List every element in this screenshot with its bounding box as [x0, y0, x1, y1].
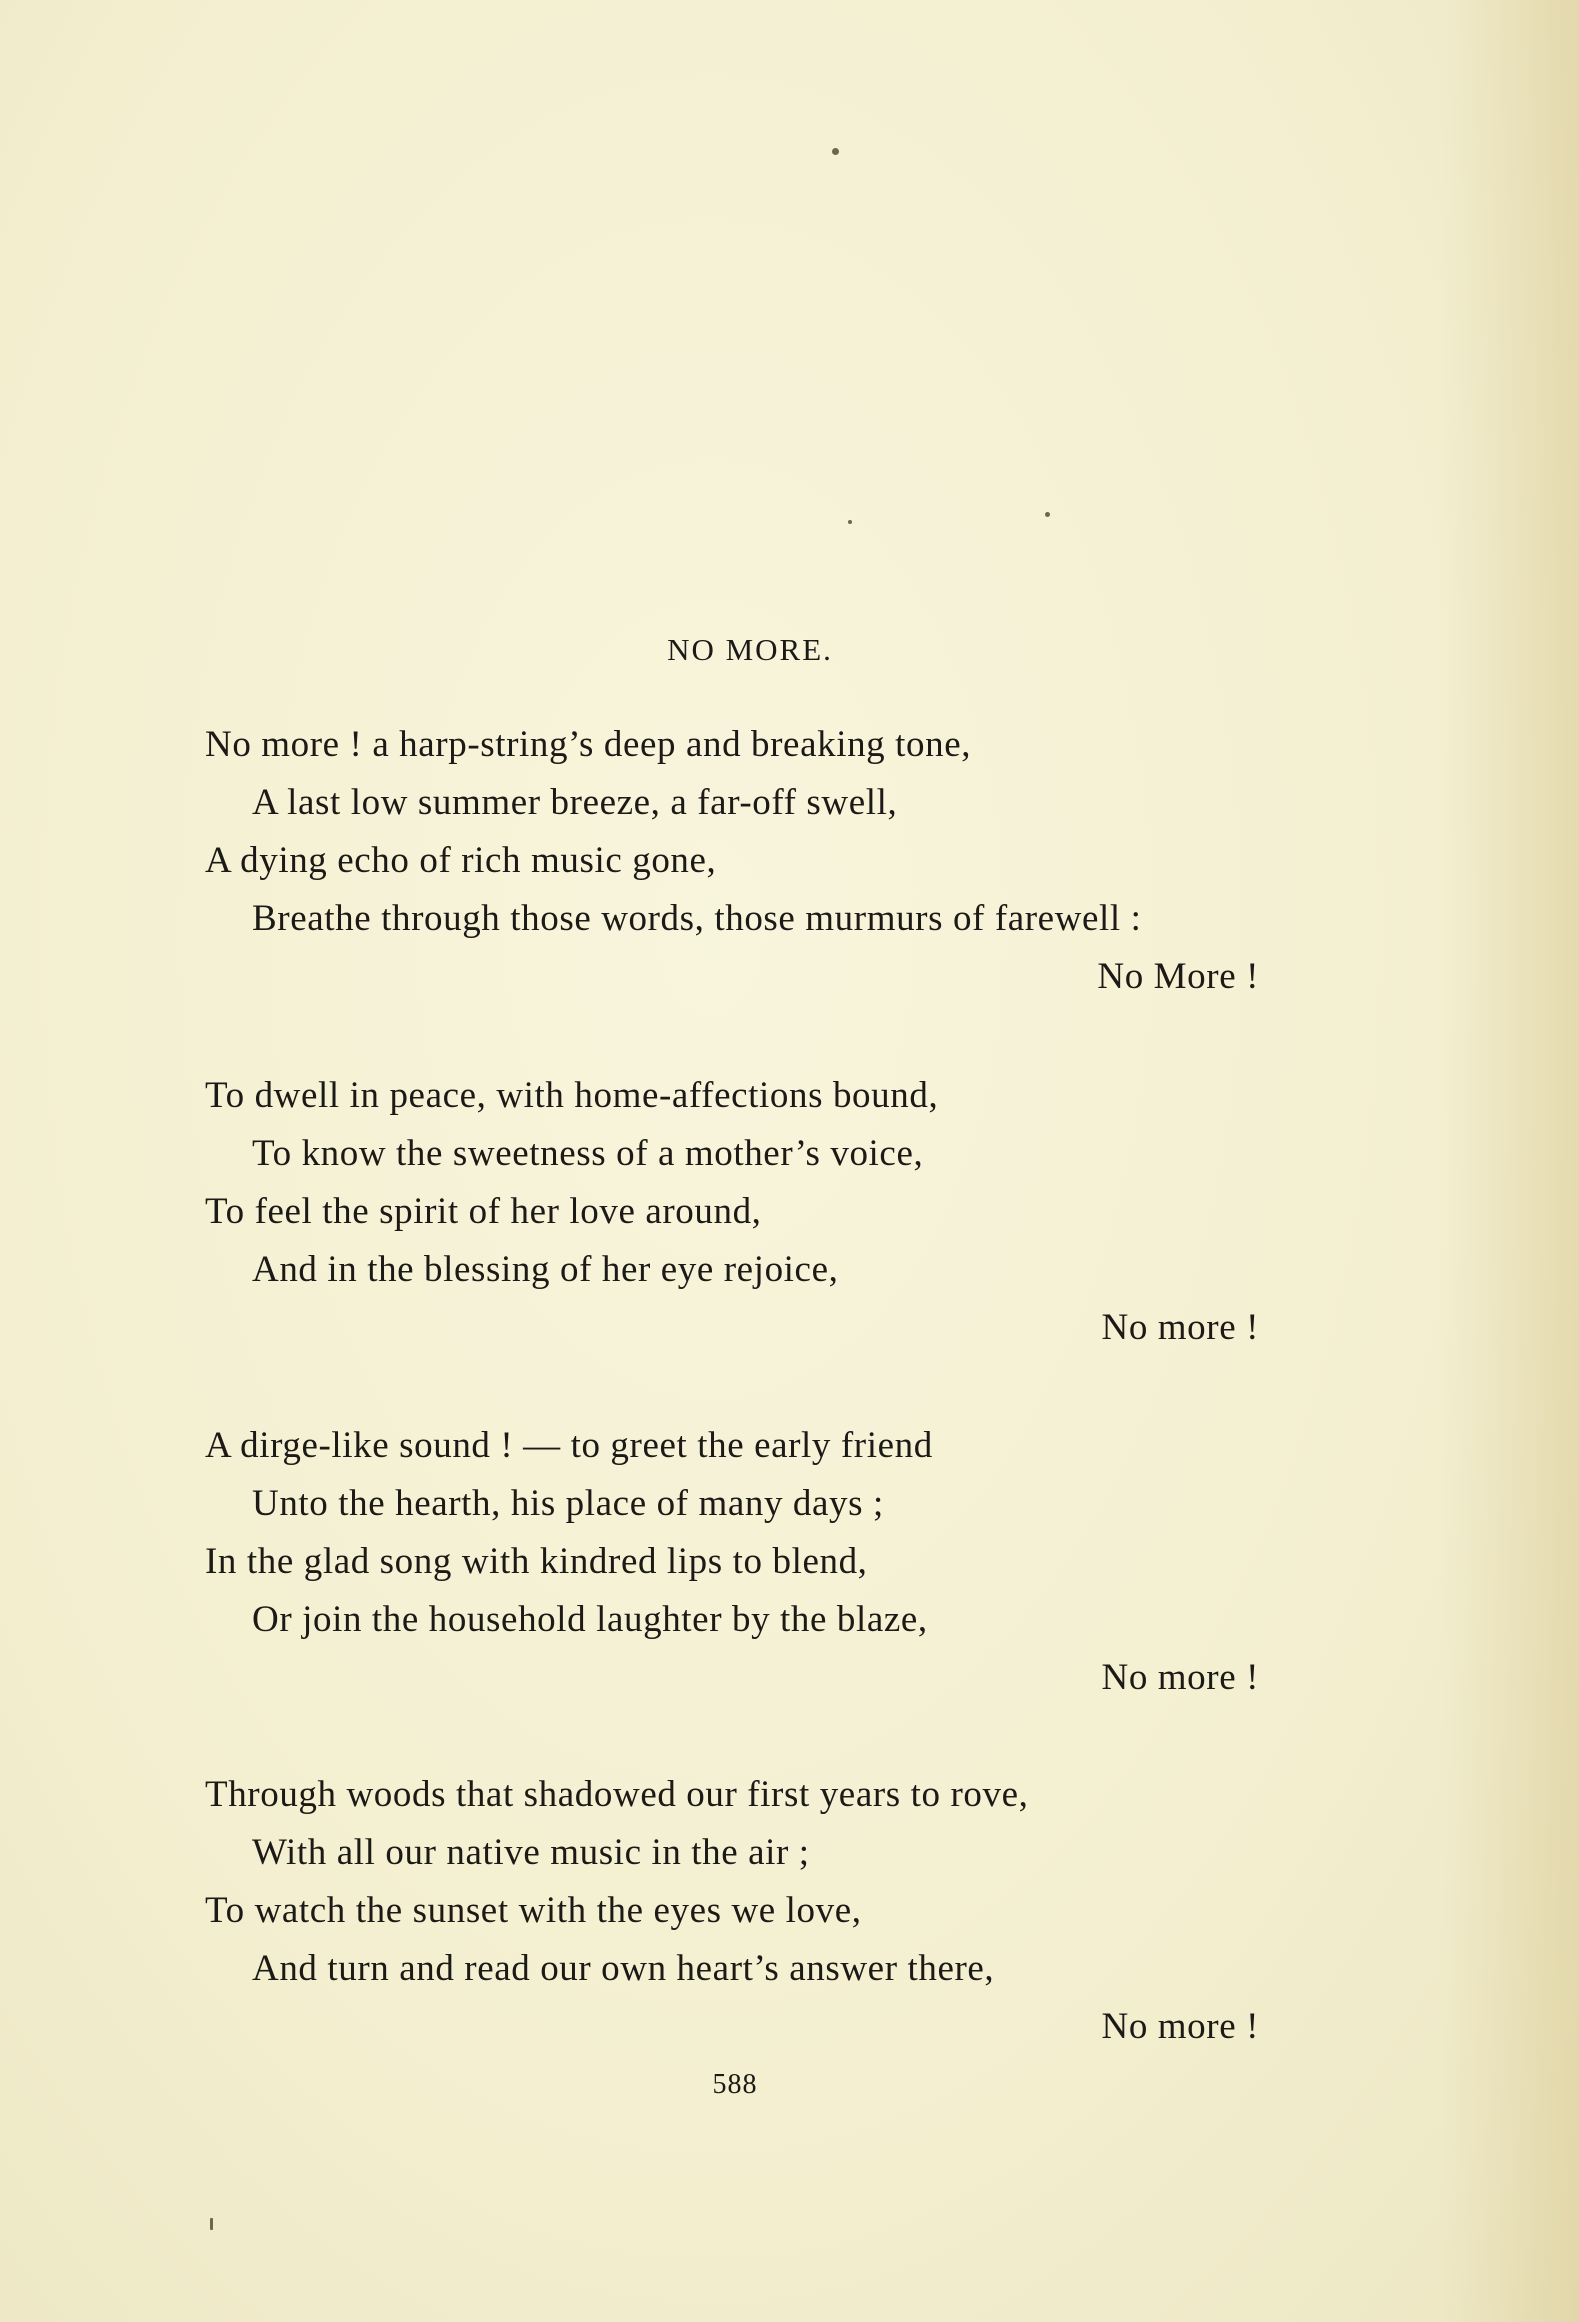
stanza-3-refrain: No more ! [1101, 1657, 1259, 1698]
stanza-4-line-2: With all our native music in the air ; [252, 1832, 810, 1873]
page-number: 588 [712, 2069, 758, 2100]
stanza-3-line-2: Unto the hearth, his place of many days ; [252, 1483, 884, 1524]
stanza-2-line-2: To know the sweetness of a mother’s voice, [252, 1133, 924, 1174]
stanza-1-line-4: Breathe through those words, those murmurs of farewell : [252, 898, 1142, 939]
stanza-3-line-1: A dirge-like sound ! — to greet the early friend [205, 1425, 933, 1466]
stanza-2-line-4: And in the blessing of her eye rejoice, [252, 1249, 839, 1290]
stanza-1-line-1: No more ! a harp-string’s deep and breaking tone, [205, 724, 972, 765]
ink-speck [1045, 512, 1050, 517]
stanza-2-line-1: To dwell in peace, with home-affections bound, [205, 1075, 939, 1116]
ink-speck [848, 520, 852, 524]
stanza-1-line-3: A dying echo of rich music gone, [205, 840, 717, 881]
ink-speck [210, 2218, 213, 2230]
stanza-4-line-3: To watch the sunset with the eyes we love, [205, 1890, 862, 1931]
poem-title: NO MORE. [667, 632, 833, 667]
stanza-2-refrain: No more ! [1101, 1307, 1259, 1348]
stanza-4-line-4: And turn and read our own heart’s answer there, [252, 1948, 995, 1989]
stanza-1-refrain: No More ! [1097, 956, 1259, 997]
stanza-3-line-4: Or join the household laughter by the blaze, [252, 1599, 928, 1640]
stanza-4-line-1: Through woods that shadowed our first years to rove, [205, 1774, 1029, 1815]
stanza-4-refrain: No more ! [1101, 2006, 1259, 2047]
stanza-1-line-2: A last low summer breeze, a far-off swell, [252, 782, 898, 823]
stanza-3-line-3: In the glad song with kindred lips to blend, [205, 1541, 868, 1582]
ink-speck [832, 148, 839, 155]
stanza-2-line-3: To feel the spirit of her love around, [205, 1191, 762, 1232]
